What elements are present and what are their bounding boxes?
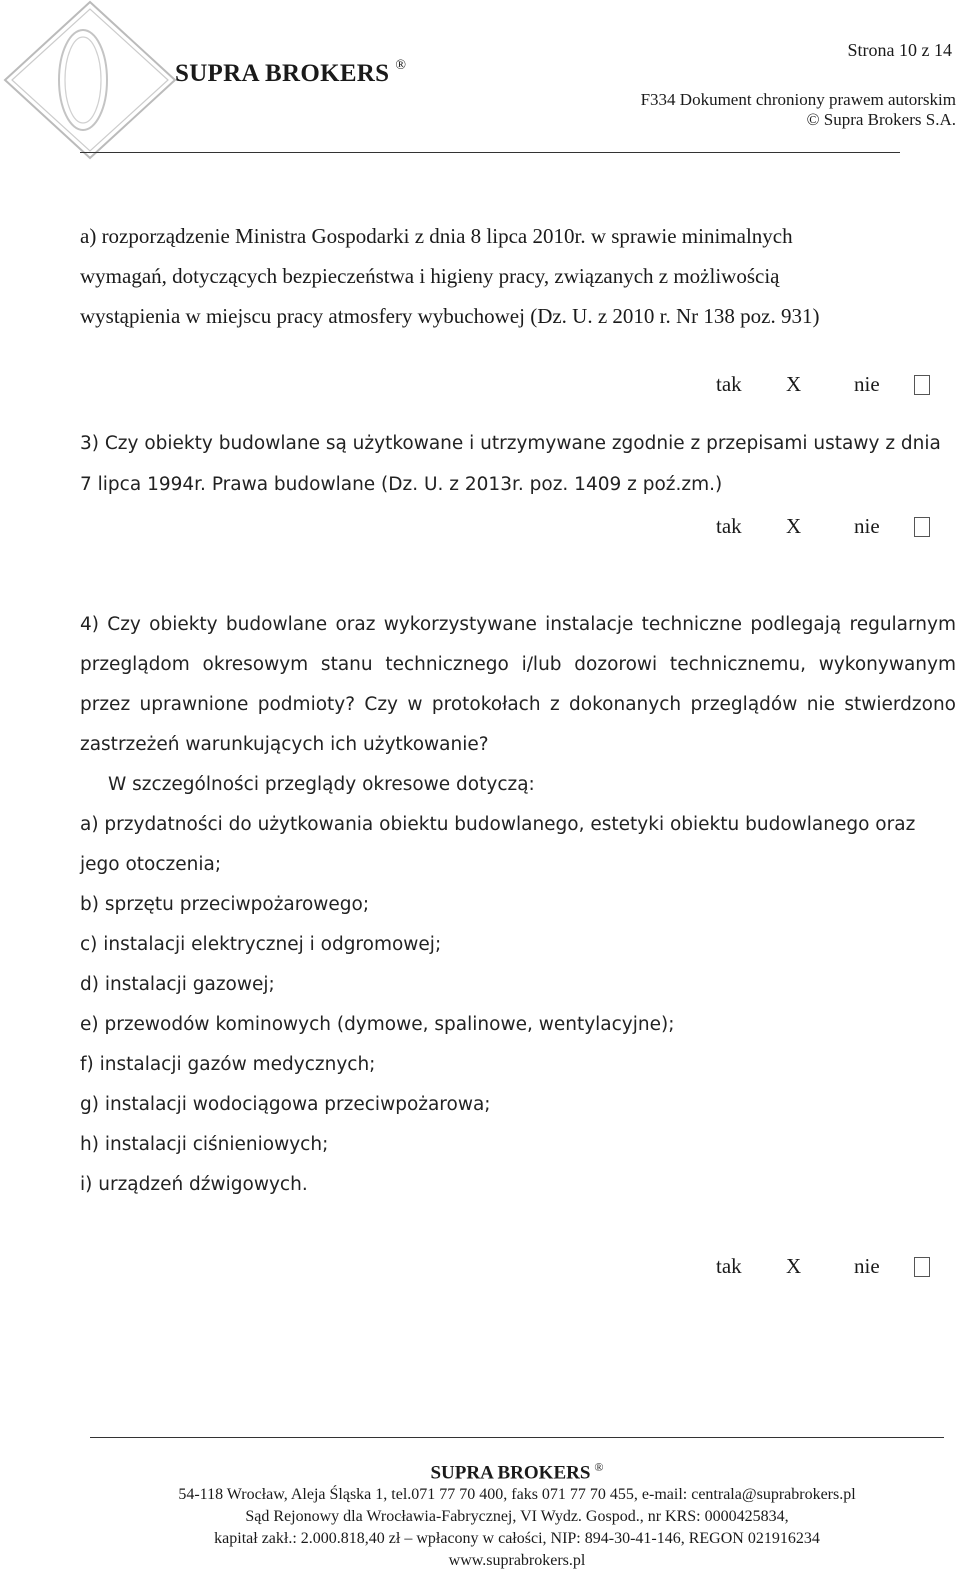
copyright-note-line1: F334 Dokument chroniony prawem autorskim xyxy=(640,90,956,109)
inspection-intro: W szczególności przeglądy okresowe dotyczą: xyxy=(108,774,535,795)
nie-checkbox[interactable] xyxy=(914,375,930,395)
list-item: d) instalacji gazowej; xyxy=(80,974,275,995)
answer-tak-label: tak xyxy=(716,514,742,538)
answer-row-3 xyxy=(716,514,930,539)
registered-mark: ® xyxy=(395,58,407,73)
footer-website-link[interactable]: www.suprabrokers.pl xyxy=(448,1552,586,1570)
list-item: a) przydatności do użytkowania obiektu budowlanego, estetyki obiektu budowlanego oraz xyxy=(80,814,916,835)
answer-tak-label: tak xyxy=(716,1254,742,1278)
item-a-line3: wystąpienia w miejscu pracy atmosfery wybuchowej (Dz. U. z 2010 r. Nr 138 poz. 931) xyxy=(80,304,820,328)
brand-name: SUPRA BROKERS ® xyxy=(175,58,407,87)
nie-checkbox[interactable] xyxy=(914,517,930,537)
list-item: i) urządzeń dźwigowych. xyxy=(80,1174,308,1195)
list-item: h) instalacji ciśnieniowych; xyxy=(80,1134,329,1155)
question3-line2: 7 lipca 1994r. Prawa budowlane (Dz. U. z 2013r. poz. 1409 z poź.zm.) xyxy=(80,474,723,495)
supra-brokers-logo xyxy=(0,0,180,160)
answer-row-a xyxy=(716,372,930,397)
answer-selected-mark: X xyxy=(786,1254,802,1278)
question4-line2: przeglądom okresowym stanu technicznego i/lub dozorowi technicznemu, wykonywanym xyxy=(80,654,956,675)
question3-line1: 3) Czy obiekty budowlane są użytkowane i utrzymywane zgodnie z przepisami ustawy z dnia xyxy=(80,433,941,454)
answer-row-4 xyxy=(716,1254,930,1279)
answer-nie-label: nie xyxy=(854,1254,880,1278)
item-a-line1: a) rozporządzenie Ministra Gospodarki z dnia 8 lipca 2010r. w sprawie minimalnych xyxy=(80,224,793,248)
footer-court-registry: Sąd Rejonowy dla Wrocławia-Fabrycznej, VI Wydz. Gospod., nr KRS: 0000425834, xyxy=(245,1508,789,1526)
header-divider xyxy=(80,152,900,153)
footer-address: 54-118 Wrocław, Aleja Śląska 1, tel.071 77 70 400, faks 071 77 70 455, e-mail: centrala@suprabrokers.pl xyxy=(178,1486,856,1504)
question4-line4: zastrzeżeń warunkujących ich użytkowanie? xyxy=(80,734,489,755)
answer-selected-mark: X xyxy=(786,372,802,396)
list-item: e) przewodów kominowych (dymowe, spalinowe, wentylacyjne); xyxy=(80,1014,675,1035)
nie-checkbox[interactable] xyxy=(914,1257,930,1277)
list-item: c) instalacji elektrycznej i odgromowej; xyxy=(80,934,442,955)
footer-capital: kapitał zakł.: 2.000.818,40 zł – wpłacony w całości, NIP: 894-30-41-146, REGON 021916234 xyxy=(214,1530,820,1548)
question4-line3: przez uprawnione podmioty? Czy w protokołach z dokonanych przeglądów nie stwierdzono xyxy=(80,694,956,715)
footer-brand: SUPRA BROKERS ® xyxy=(430,1460,604,1484)
footer-registered-mark: ® xyxy=(594,1460,604,1474)
answer-selected-mark: X xyxy=(786,514,802,538)
question4-line1: 4) Czy obiekty budowlane oraz wykorzystywane instalacje techniczne podlegają regularnym xyxy=(80,614,956,635)
answer-tak-label: tak xyxy=(716,372,742,396)
list-item: g) instalacji wodociągowa przeciwpożarowa; xyxy=(80,1094,491,1115)
list-item: jego otoczenia; xyxy=(80,854,222,875)
list-item: b) sprzętu przeciwpożarowego; xyxy=(80,894,370,915)
answer-nie-label: nie xyxy=(854,372,880,396)
page-number: Strona 10 z 14 xyxy=(847,40,952,60)
item-a-line2: wymagań, dotyczących bezpieczeństwa i higieny pracy, związanych z możliwością xyxy=(80,264,780,288)
copyright-note-line2: © Supra Brokers S.A. xyxy=(806,110,956,129)
answer-nie-label: nie xyxy=(854,514,880,538)
list-item: f) instalacji gazów medycznych; xyxy=(80,1054,376,1075)
footer xyxy=(0,1456,960,1572)
footer-divider xyxy=(90,1437,944,1438)
copyright-note xyxy=(641,90,956,130)
